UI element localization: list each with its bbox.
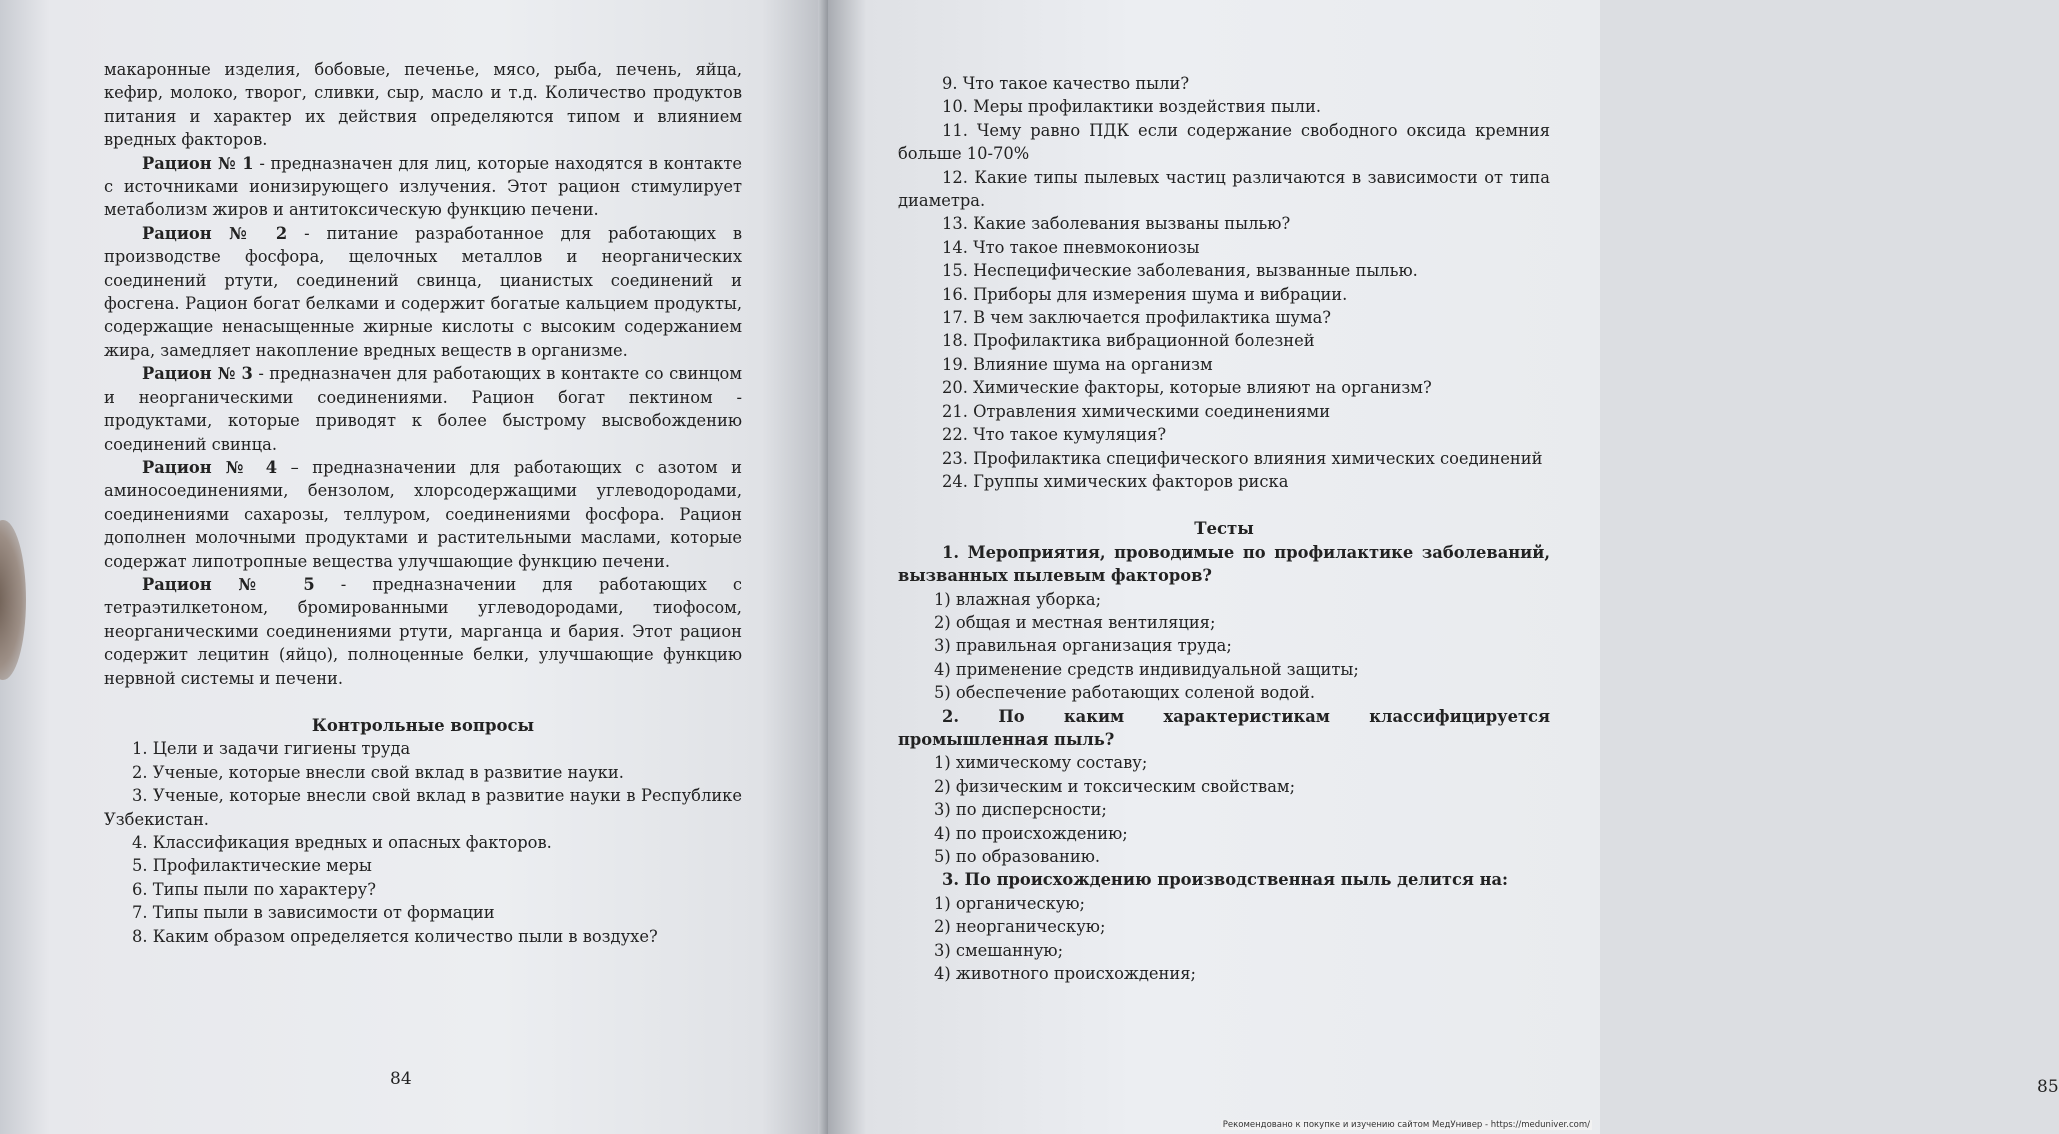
question-item: 9. Что такое качество пыли? bbox=[942, 74, 1190, 93]
test-option: 5) по образованию. bbox=[934, 847, 1101, 866]
question-item: 6. Типы пыли по характеру? bbox=[132, 879, 376, 899]
question-item: 7. Типы пыли в зависимости от формации bbox=[132, 903, 495, 923]
ration-title: Рацион № 5 bbox=[142, 574, 315, 594]
tests-heading: Тесты bbox=[1194, 519, 1254, 539]
question-item: 18. Профилактика вибрационной болезней bbox=[942, 331, 1315, 351]
question-item: 10. Меры профилактики воздействия пыли. bbox=[942, 97, 1322, 117]
test-option: 4) применение средств индивидуальной защиты; bbox=[934, 659, 1359, 679]
test-option: 3) правильная организация труда; bbox=[934, 636, 1232, 656]
ration-title: Рацион № 4 bbox=[142, 457, 278, 477]
ration-paragraph bbox=[104, 222, 742, 362]
ration-paragraph bbox=[104, 362, 742, 456]
ration-text: – предназначении для работающих с азотом и аминосоединениями, бензолом, хлорсодержащими углеводородами, соединениями сахарозы, теллуром, соединениями фосфора. Рацион дополнен молочными продуктами и растительными маслами, которые содержат липотропные вещества улучшающие функцию печени. bbox=[104, 457, 742, 571]
tests-list bbox=[898, 541, 1550, 986]
page-number-right: 85 bbox=[2037, 1077, 2059, 1097]
question-item: 13. Какие заболевания вызваны пылью? bbox=[942, 214, 1291, 234]
ration-text: - питание разработанное для работающих в производстве фосфора, щелочных металлов и неорганических соединений ртути, соединений свинца, цианистых соединений и фосгена. Рацион богат белками и содержит богатые кальцием продукты, содержащие ненасыщенные жирные кислоты с высоким содержанием жира, замедляет накопление вредных веществ в организме. bbox=[104, 223, 742, 360]
ration-text: - предназначен для лиц, которые находятся в контакте с источниками ионизирующего излучения. Этот рацион стимулирует метаболизм жиров и антитоксическую функцию печени. bbox=[104, 153, 742, 220]
questions-list-right bbox=[898, 72, 1550, 493]
question-item: 3. Ученые, которые внесли свой вклад в развитие науки в Республике Узбекистан. bbox=[104, 786, 742, 829]
test-option: 1) химическому составу; bbox=[934, 753, 1148, 773]
footer-note: Рекомендовано к покупке и изучению сайтом МедУнивер - https://meduniver.com/ bbox=[1222, 1120, 1590, 1130]
right-page bbox=[828, 0, 2059, 1134]
test-option: 2) общая и местная вентиляция; bbox=[934, 612, 1216, 632]
test-option: 3) по дисперсности; bbox=[934, 800, 1107, 820]
question-item: 8. Каким образом определяется количество пыли в воздухе? bbox=[132, 926, 658, 946]
page-number-left: 84 bbox=[390, 1069, 412, 1089]
ration-paragraph bbox=[104, 456, 742, 573]
test-option: 1) органическую; bbox=[934, 893, 1085, 913]
test-option: 2) физическим и токсическим свойствам; bbox=[934, 776, 1296, 796]
question-item: 15. Неспецифические заболевания, вызванные пылью. bbox=[942, 261, 1418, 281]
test-question: 1. Мероприятия, проводимые по профилактике заболеваний, вызванных пылевым факторов? bbox=[898, 542, 1550, 586]
question-item: 22. Что такое кумуляция? bbox=[942, 425, 1167, 445]
questions-heading: Контрольные вопросы bbox=[311, 715, 535, 735]
test-question: 3. По происхождению производственная пыль делится на: bbox=[942, 870, 1509, 890]
question-item: 21. Отравления химическими соединениями bbox=[942, 401, 1331, 421]
question-item: 19. Влияние шума на организм bbox=[942, 354, 1213, 374]
question-item: 24. Группы химических факторов риска bbox=[942, 471, 1289, 491]
test-option: 1) влажная уборка; bbox=[934, 589, 1102, 609]
question-item: 20. Химические факторы, которые влияют на организм? bbox=[942, 378, 1432, 398]
questions-list-left bbox=[104, 737, 742, 948]
test-option: 4) по происхождению; bbox=[934, 823, 1128, 843]
ration-title: Рацион № 3 bbox=[142, 364, 253, 384]
thumb-shadow bbox=[0, 520, 26, 680]
ration-text: - предназначен для работающих в контакте со свинцом и неорганическими соединениями. Рацион богат пектином - продуктами, которые приводят к более быстрому высвобождению соединений свинца. bbox=[104, 364, 742, 454]
intro-paragraph: макаронные изделия, бобовые, печенье, мясо, рыба, печень, яйца, кефир, молоко, творог, сливки, сыр, масло и т.д. Количество продуктов питания и характер их действия определяются типом и влиянием вредных факторов. bbox=[104, 60, 742, 150]
test-option: 2) неорганическую; bbox=[934, 917, 1106, 937]
question-item: 11. Чему равно ПДК если содержание свободного оксида кремния больше 10-70% bbox=[898, 120, 1550, 164]
test-option: 5) обеспечение работающих соленой водой. bbox=[934, 683, 1316, 703]
ration-text: - предназначении для работающих с тетраэтилкетоном, бромированными углеводородами, тиофосом, неорганическими соединениями ртути, марганца и бария. Этот рацион содержит лецитин (яйцо), полноценные белки, улучшающие функцию нервной системы и печени. bbox=[104, 574, 742, 688]
ration-list bbox=[104, 152, 742, 690]
question-item: 12. Какие типы пылевых частиц различаются в зависимости от типа диаметра. bbox=[898, 167, 1550, 211]
ration-title: Рацион № 1 bbox=[142, 153, 254, 173]
ration-paragraph bbox=[104, 573, 742, 690]
test-option: 4) животного происхождения; bbox=[934, 964, 1196, 984]
question-item: 23. Профилактика специфического влияния химических соединений bbox=[942, 448, 1543, 468]
question-item: 16. Приборы для измерения шума и вибрации. bbox=[942, 284, 1348, 304]
test-question: 2. По каким характеристикам классифицируется промышленная пыль? bbox=[898, 706, 1550, 749]
ration-paragraph bbox=[104, 152, 742, 222]
left-page bbox=[0, 0, 828, 1134]
question-item: 1. Цели и задачи гигиены труда bbox=[132, 739, 411, 759]
question-item: 17. В чем заключается профилактика шума? bbox=[942, 308, 1332, 328]
test-option: 3) смешанную; bbox=[934, 940, 1064, 960]
question-item: 4. Классификация вредных и опасных факторов. bbox=[132, 833, 552, 852]
question-item: 2. Ученые, которые внесли свой вклад в развитие науки. bbox=[132, 762, 624, 782]
ration-title: Рацион № 2 bbox=[142, 223, 288, 243]
question-item: 5. Профилактические меры bbox=[132, 856, 372, 876]
question-item: 14. Что такое пневмокониозы bbox=[942, 237, 1200, 257]
